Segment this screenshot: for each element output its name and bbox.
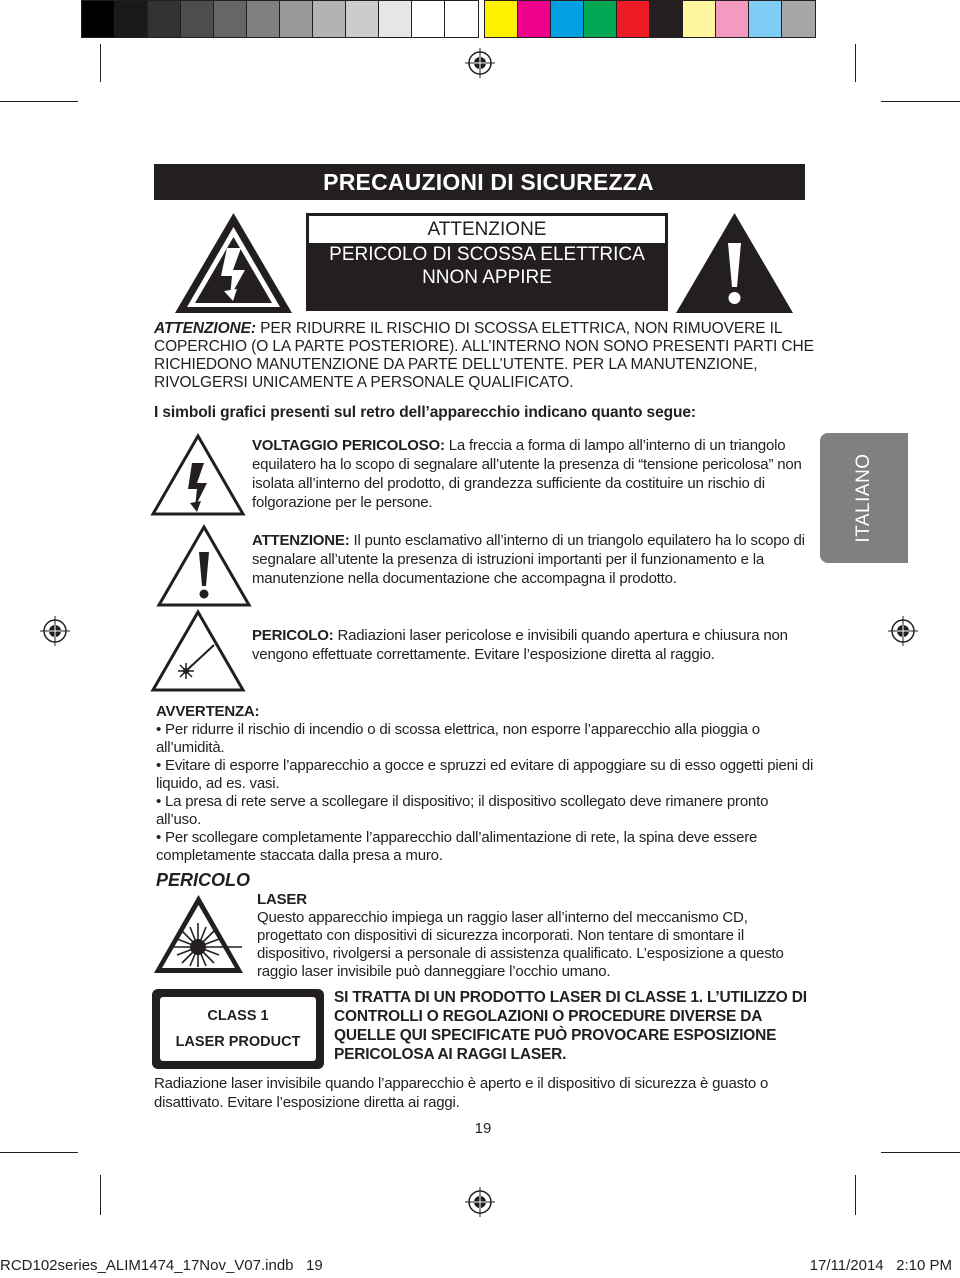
pericolo-heading: PERICOLO — [156, 870, 251, 890]
color-swatch — [716, 1, 749, 37]
attention-text: PER RIDURRE IL RISCHIO DI SCOSSA ELETTRICA, NON RIMUOVERE IL COPERCHIO (O LA PARTE POSTERIORE). ALL’INTERNO NON SONO PRESENTI PARTI CHE RICHIEDONO MANUTENZIONE DA PARTE DELL’UTENTE. PER LA MANUTENZIONE, RIVOLGERSI UNICAMENTE A PERSONALE QUALIFICATO. — [154, 320, 814, 391]
gray-calibration-bar — [81, 0, 479, 38]
laser-section — [257, 891, 817, 981]
crop-mark — [855, 44, 856, 82]
registration-mark-icon — [888, 616, 918, 646]
registration-mark-icon — [465, 1187, 495, 1217]
gray-swatch — [412, 1, 445, 37]
exclamation-warning-icon — [676, 213, 793, 313]
voltage-description — [252, 436, 812, 512]
attention-paragraph — [154, 320, 814, 392]
language-tab-label: ITALIANO — [853, 453, 874, 543]
laser-heading: LASER — [257, 891, 307, 908]
gray-swatch — [247, 1, 280, 37]
class-label-line1: CLASS 1 — [207, 1008, 269, 1024]
gray-swatch — [148, 1, 181, 37]
attention-symbol-head: ATTENZIONE: — [252, 532, 350, 549]
voltage-head: VOLTAGGIO PERICOLOSO: — [252, 437, 445, 454]
attention-symbol-text: Il punto esclamativo all’interno di un triangolo equilatero ha lo scopo di segnalare all’utente la presenza di istruzioni importanti per il funzionamento e la manutenzione nella documentazione che accompagna il prodotto. — [252, 532, 805, 587]
page-number: 19 — [474, 1120, 492, 1137]
exclamation-symbol-icon — [156, 524, 252, 608]
color-swatch — [518, 1, 551, 37]
registration-mark-icon — [40, 616, 70, 646]
date-slug: 17/11/2014 2:10 PM — [809, 1257, 952, 1274]
radiation-note: Radiazione laser invisibile quando l’apparecchio è aperto e il dispositivo di sicurezza è guasto o disattivato. Evitare l’esposizione diretta ai raggi. — [154, 1075, 769, 1111]
color-swatch — [584, 1, 617, 37]
gray-swatch — [214, 1, 247, 37]
avvertenza-section — [156, 703, 816, 865]
color-calibration-bar — [484, 0, 816, 38]
color-swatch — [782, 1, 815, 37]
crop-mark — [0, 101, 78, 102]
crop-mark — [855, 1175, 856, 1215]
warning-box-line: NNON APPIRE — [422, 267, 552, 288]
crop-mark — [0, 1152, 78, 1153]
attention-description — [252, 531, 812, 588]
gray-swatch — [280, 1, 313, 37]
gray-swatch — [181, 1, 214, 37]
crop-mark — [881, 101, 960, 102]
class1-laser-label — [152, 989, 324, 1069]
laser-symbol-text: Radiazioni laser pericolose e invisibili quando apertura e chiusura non vengono effettuate correttamente. Evitare l’esposizione diretta al raggio. — [252, 627, 788, 663]
class1-statement: SI TRATTA DI UN PRODOTTO LASER DI CLASSE 1. L’UTILIZZO DI CONTROLLI O REGOLAZIONI O PROCEDURE DIVERSE DA QUELLE QUI SPECIFICATE PUÒ PROVOCARE ESPOSIZIONE PERICOLOSA AI RAGGI LASER. — [334, 989, 807, 1063]
avvertenza-item: • Per scollegare completamente l’apparecchio dall’alimentazione di rete, la spina deve essere completamente staccata dalla presa a muro. — [156, 829, 758, 864]
crop-mark — [100, 44, 101, 82]
color-swatch — [683, 1, 716, 37]
class-label-line2: LASER PRODUCT — [175, 1034, 301, 1050]
warning-box-line: PERICOLO DI SCOSSA ELETTRICA — [329, 244, 645, 265]
gray-swatch — [115, 1, 148, 37]
shock-warning-box — [306, 213, 668, 311]
gray-swatch — [313, 1, 346, 37]
lightning-warning-icon — [175, 213, 292, 313]
registration-mark-icon — [465, 48, 495, 78]
avvertenza-heading: AVVERTENZA: — [156, 703, 260, 720]
warning-box-heading: ATTENZIONE — [309, 216, 665, 243]
color-swatch — [617, 1, 650, 37]
color-swatch — [551, 1, 584, 37]
voltage-text: La freccia a forma di lampo all’interno di un triangolo equilatero ha lo scopo di segnalare all’utente la presenza di “tensione pericolosa” non isolata all’interno del prodotto, di grandezza sufficiente da costituire un rischio di folgorazione per le persone. — [252, 437, 802, 511]
page-title: PRECAUZIONI DI SICUREZZA — [154, 164, 805, 200]
laser-symbol-head: PERICOLO: — [252, 627, 334, 644]
file-slug: RCD102series_ALIM1474_17Nov_V07.indb 19 — [0, 1257, 323, 1274]
laser-text: Questo apparecchio impiega un raggio laser all’interno del meccanismo CD, progettato con dispositivi di sicurezza incorporati. Non tentare di smontare il dispositivo, rivolgersi a personale di assistenza qualificato. L’esposizione a questo raggio laser invisibile può danneggiare l’occhio umano. — [257, 909, 784, 980]
laser-symbol-icon — [150, 609, 246, 693]
gray-swatch — [379, 1, 412, 37]
laser-radiation-icon — [152, 893, 245, 975]
color-swatch — [485, 1, 518, 37]
avvertenza-item: • Per ridurre il rischio di incendio o di scossa elettrica, non esporre l’apparecchio alla pioggia o all’umidità. — [156, 721, 760, 756]
color-swatch — [749, 1, 782, 37]
lightning-symbol-icon — [150, 433, 246, 517]
color-swatch — [650, 1, 683, 37]
symbols-heading: I simboli grafici presenti sul retro dell’apparecchio indicano quanto segue: — [154, 404, 696, 421]
crop-mark — [100, 1175, 101, 1215]
avvertenza-item: • Evitare di esporre l’apparecchio a gocce e spruzzi ed evitare di appoggiare su di esso oggetti pieni di liquido, ad es. vasi. — [156, 757, 814, 792]
avvertenza-item: • La presa di rete serve a scollegare il dispositivo; il dispositivo scollegato deve rimanere pronto all’uso. — [156, 793, 769, 828]
language-tab — [820, 433, 908, 563]
laser-description — [252, 626, 812, 664]
crop-mark — [881, 1152, 960, 1153]
gray-swatch — [445, 1, 478, 37]
gray-swatch — [346, 1, 379, 37]
attention-lead: ATTENZIONE: — [154, 320, 256, 337]
gray-swatch — [82, 1, 115, 37]
